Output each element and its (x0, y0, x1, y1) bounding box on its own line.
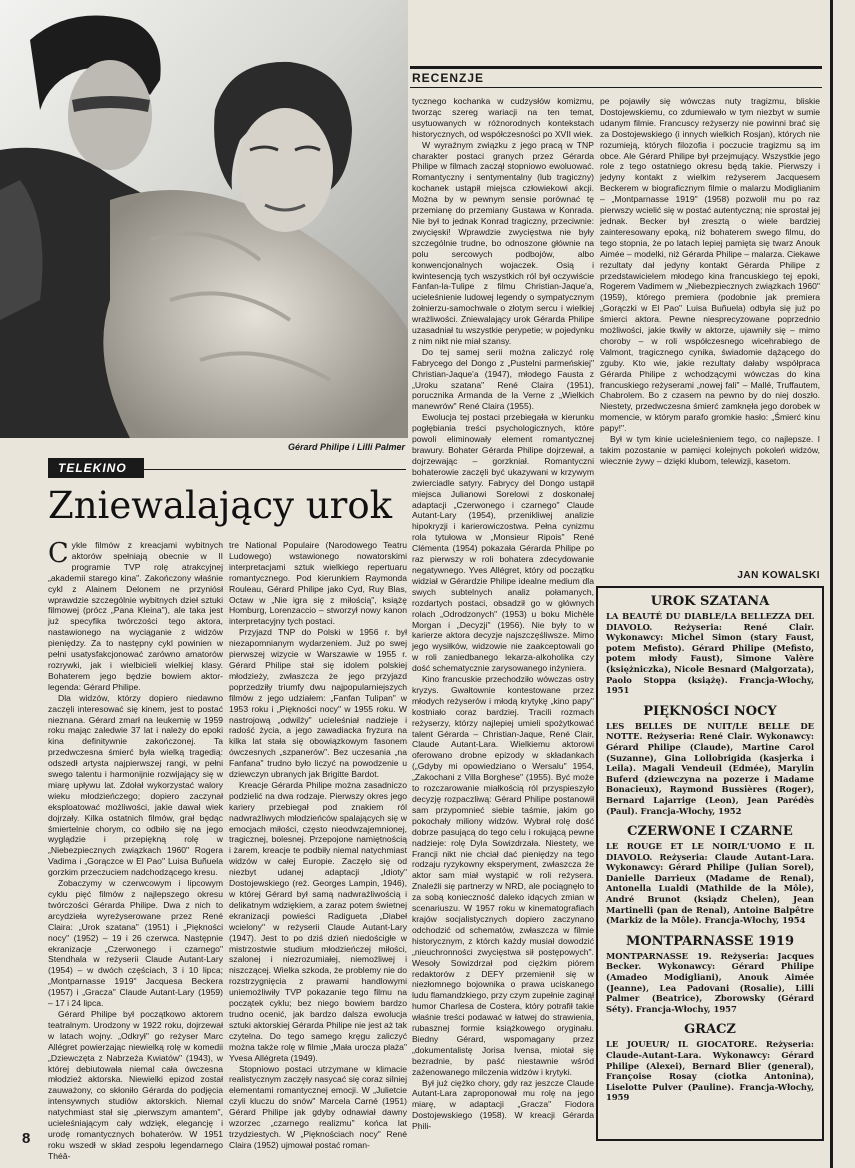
paragraph: pe pojawiły się wówczas nuty tragizmu, bliskie Dostojewskiemu, co zdumiewało w tym niezbyt w sumie udanym filmie. Francuscy reżyserzy nie powinni brać się za Dostojewskiego (i innych wielkich Rosjan), których nie rozumieją, których filozofia i poczucie tragizmu są im obce. Ale Gérard Philipe był przejmujący. Wszystkie jego role z tego ostatniego okresu będą takie. Pierwszy i jedyny kontakt z wielkim reżyserem Jacquesem Beckerem w biograficznym filmie o malarzu Modiglianim – „Montparnasse 1919" (1958) pozwolił mu po raz pierwszy wcielić się w postać autentyczną; nie sprostał jej jednak. Becker był zresztą o wiele bardziej zainteresowany epoką, niż bohaterem swego filmu, do tego stopnia, że po latach lepiej pamięta się twarz Anouk Aimée – modelki, niż Gérarda Philipe – malarza. Ciekawe rezultaty dał jedyny kontakt Gérarda Philipe z przedstawicielem młodego kina francuskiego tej epoki, Rogerem Vadimem w „Niebezpiecznych związkach 1960" (1959), którego premiera (podobnie jak premiera „Gorączki w El Pao" Luisa Buñuela) odbyła się już po śmierci aktora. Pewne niesprecyzowane poprzednio możliwości, jakie tkwiły w aktorze, ujawniły się – mimo choroby – w roli współczesnego wicehrabiego de Valmont, tragicznego cynika, świadomie dążącego do zguby. Kto wie, jakie rezultaty dałaby współpraca Gérarda Philipe z wchodzącymi wówczas do kina francuskiego reżyserami „nowej fali" – Mallé, Truffautem, Chabrolem. Bo z czasem na pewno by do niej doszło. Niestety, przedwczesna śmierć zamknęła jego dorobek w momencie, w którym parafo gromkie hasło: „Śmierć kinu papy!". (600, 96, 820, 434)
paragraph: Do tej samej serii można zaliczyć rolę Fabrycego del Dongo z „Pustelni parmeńskiej" Christian-Jaque'a (1947), młodego Fausta z „Uroku szatana" René Claira (1951), porucznika Armanda de la Verne z „Wielkich manewrów" René Claira (1955). (412, 346, 594, 412)
article-photo (0, 0, 408, 438)
photo-caption: Gérard Philipe i Lilli Palmer (287, 442, 405, 452)
article-column-3 (412, 96, 594, 1146)
film-title: CZERWONE I CZARNE (627, 824, 793, 840)
film-title: UROK SZATANA (650, 594, 770, 609)
page-number: 8 (22, 1130, 31, 1147)
article-column-4 (600, 96, 820, 586)
film-title: PIĘKNOŚCI NOCY (643, 703, 777, 719)
film-credits: MONTPARNASSE 19. Reżyseria: Jacques Becker. Wykonawcy: Gérard Philipe (Amadeo Modigliani), Anouk Aimée (Jeanne), Lea Padovani (Rosalie), Lilli Palmer (Beatrice), Zborowsky (Gérard Séty). Francja-Włochy, 1957 (606, 950, 814, 1014)
paragraph: tycznego kochanka w cudzysłów komizmu, tworząc szereg wariacji na ten temat, usytuowanych w różnorodnych kontekstach historycznych, od współczesności po XVII wiek. (412, 96, 594, 139)
paragraph: Kino francuskie przechodziło wówczas ostry kryzys. Gwałtownie kontestowane przez młodych reżyserów i młodą krytykę „kino papy" kostniało coraz bardziej. Tracili rozmach reżyserzy, którzy najlepiej umieli spożytkować talent Gérarda – Christian-Jaque, René Clair, Claude Autant-Lara. Wielkiemu aktorowi oferowano drobne epizody w składankach („Gdyby mi opowiedziano o Wersalu" 1954, „Zakochani z Villa Borghese" (1955). Być może to rozczarowanie miałkością ról przyspieszyło decyzję rozpaczliwą: Gérard Philipe postanowił sam przypomnieć siebie taśmie, jakim go pokochały miliony widzów. Wybrał rolę dość dobrze pasującą do tego celu i rokującą pewne nadzieje: rolę Dyla Sowizdrzała. Niestety, we Francji nikt nie chciał dać pieniędzy na tego rodzaju ryzykowny eksperyment, zwłaszcza że aktor sam miał wystąpić w roli reżysera. Znaleźli się partnerzy w NRD, ale pociągnęło to za sobą konieczność daleko idących zmian w scenariuszu. W 1957 roku w kinematografiach krajów socjalistycznych dopiero zaczynano odchodzić od schematów, zwłaszcza w filmie historycznym, z którch każdy musiał dowodzić „nieuchronności zwycięstwa sił postępowych". Wesoły Sowizdrzał pod ciężkim piórem redaktorów z DEFY przemienił się w niezłomnego bojownika o prawa uciskanego ludu flamandzkiego, przy czym zupełnie zaginął humor Charlesa de Costera, który potrafił takie właśnie treści podawać w łatwej do strawienia, rubasznej formie książkowego oryginału. Biedny Gérard, wspomagany przez „dokumentalistę Jorisa Ivensa, miotał się bezradnie, by paść niestawnie wśród zażenowanego milczenia widzów i krytyki. (412, 674, 594, 1077)
film-credits: LA BEAUTÉ DU DIABLE/LA BELLEZZA DEL DIAVOLO. Reżyseria: René Clair. Wykonawcy: Michel Simon (stary Faust, potem Mefisto). Gérard Philipe (Mefisto, potem młody Faust), Simone Valère (księżniczka), Nicole Besnard (Małgorzata), Paolo Stoppa (książę). Francja-Włochy, 1951 (606, 611, 814, 696)
paragraph: Zobaczymy w czerwcowym i lipcowym cyklu pięć filmów z najlepszego okresu twórczości Gérarda Philipe. Dwa z nich to arcydzieła wyreżyserowane przez René Claira: „Urok szatana" (1951) i „Piękności nocy" (1952) – 19 i 26 czerwca. Następnie ekranizacje „Czerwonego i czarnego" Stendhala w reżyserii Claude Autant-Lary (1954) – w dwóch częściach, 3 i 10 lipca; „Montparnasse 1919" Jacquesa Beckera (1957) i „Gracza" Claude Autant-Lary (1959) – 17 i 24 lipca. (48, 878, 223, 1009)
paragraph: Był już ciężko chory, gdy raz jeszcze Claude Autant-Lara zaproponował mu rolę na jego miarę, w adaptacji „Gracza" Fiodora Dostojewskiego (1958). W kreacji Gérarda Phili- (412, 1077, 594, 1132)
paragraph: W wyraźnym związku z jego pracą w TNP charakter postaci granych przez Gérarda Philipe w filmach zaczął stopniowo ewoluować. Romantyczny i sentymentalny (lub tragiczny) kochanek ustąpił miejsca człowiekowi akcji. Można by w pewnym sensie porównać tę przemianę do przemiany Gustawa w Konrada. Nie był to jednak Konrad tragiczny, przeciwnie: zwycięski! Wprawdzie zwycięstwa nie były szczególnie trudne, bo odnoszone głównie na polu sercowych podbojów, albo konwencjonalnych wojaczek. Osią i kwintesencją tych wszystkich ról był oczywiście Fanfan-la-Tulipe z filmu Christian-Jaque'a, ucieleśnienie ludowej legendy o sympatycznym żołnierzu-samochwale o złotym sercu i wielkiej wrażliwości. Zniewalający urok Gérarda Philipe uzasadniał tu wszystkie perypetie; w pojedynku z nim nikt nie miał szansy. (412, 139, 594, 346)
film-title: GRACZ (684, 1022, 736, 1038)
paragraph: Kreacje Gérarda Philipe można zasadniczo podzielić na dwa rodzaje. Pierwszy okres jego kariery przebiegał pod znakiem ról nadwrażliwych młodzieńców spalających się w emocjach miłości, często nieodwzajemnionej, tragicznej, bolesnej. Przepojone namiętnością i żarem, kreacje te podbiły niemal natychmiast widzów w całej Europie. Zaczęło się od niezbyt udanej adaptacji „Idioty" Dostojewskiego (reż. Georges Lampin, 1946), w której Gérard był samą nadwrażliwością i delikatnym wdziękiem, a zaraz potem świetnej ekranizacji powieści Radigueta „Diabeł wcielony" w reżyserii Claude Autant-Lary (1947). Jest to po dziś dzień niedościgłe w mistrzostwie studium młodzieńczej miłości, szalonej i niezrozumiałej, niemożliwej i niszczącej. Wielka szkoda, że problemy nie do rozstrzygnięcia z prawami handlowymi uniemożliwiły TVP pokazanie tego filmu na początek cyklu; bez niego bowiem bardzo trudno ocenić, jak bardzo dalsza ewolucja sztuki aktorskiej Gérarda Philipe nie jest aż tak czytelna. Do tego samego kręgu zaliczyć można także rolę w filmie „Mała urocza plaża" Yvesa Allégreta (1949). (229, 779, 407, 1063)
paragraph: Dla widzów, którzy dopiero niedawno zaczęli interesować się kinem, jest to postać nieznana. Gérard zmarł na leukemię w 1959 roku mając zaledwie 37 lat i należy do epoki kina definitywnie zakończonej. Ta przedwczesna śmierć była wielką tragedią: odszedł artysta najpierwszej rangi, w pełni swego talentu i harmonijnie rozwijający się w miarę upływu lat. Zdołał wykorzystać walory wieku młodzieńczego; dopiero zaczynał eksploatować możliwości, jakie dawał wiek dojrzały. Kilka ostatnich filmów, grał będąc śmiertelnie chorym, co odbiło się na jego wyglądzie i przepiękną rolę w „Niebezpiecznych związkach 1960" Rogera Vadima i „Gorączce w El Pao" Luisa Buñuela gorzkim przeczuciem nadchodzącego kresu. (48, 692, 223, 878)
author-signature: JAN KOWALSKI (737, 570, 820, 581)
paragraph: Gérard Philipe był początkowo aktorem teatralnym. Urodzony w 1922 roku, dojrzewał w latach wojny. „Odkrył" go reżyser Marc Allégret powierzając niewielką rolę w komedii „Dziewczęta z Nabrzeża Kwiatów" (1943), w której debiutowała niemal cała ówczesna młodzież aktorska. Niewielki epizod został zauważony, co skłoniło Gérarda do podjęcia intensywnych studiów aktorskich. Niemal natychmiast stał się „pierwszym amantem", ucieleśniającym cały wdzięk, elegancję i urodę romantycznych bohaterów. W 1951 roku wszedł w skład zespołu legendarnego Théâ- (48, 1008, 223, 1161)
paragraph: Ewolucja tej postaci przebiegała w kierunku pogłębiania treści psychologicznych, które powoli eliminowały element romantycznej brawury. Bohater Gérarda Philipe dojrzewał, a dojrzewając – gorzkniał. Romantyczni bohaterowie zaczęli być ukazywani w krzywym zwierciadle satyry. Fabrycy del Dongo ustąpił miejsca Julianowi Sorelowi z doskonałej adaptacji „Czerwonego i czarnego" Claude Autant-Lary (1954), przenikliwej analizie hipokryzji i karierowiczostwa. Pełna cynizmu rola tytułowa w „Monsieur Ripois" René Clémenta (1954) pokazała Gérarda Philipe po raz pierwszy w roli bohatera zdecydowanie negatywnego. Yves Allégret, który od początku widział w Gérardzie Philipe idealne medium dla swych subtelnych analiz połamanych, rozdartych postaci, obsadził go w głównych rolach „Odrodzonych" (1953) u boku Michèle Morgan i „Decyzji" (1956). Nie były to w karierze aktora decyzje najszczęśliwsze. Mimo jego wysiłków, widzowie nie zaakceptowali go w roli zaniedbanego lekarza-alkoholika czy dość schematycznie zarysowanego inżyniera. (412, 412, 594, 674)
article-title: Zniewalający urok (48, 484, 393, 527)
article-column-2 (229, 540, 407, 1150)
paragraph: Stopniowo postaci utrzymane w klimacie realistycznym zaczęły nasycać się coraz silniej elementami romantycznej emocji. W „Julietcie czyli kluczu do snów" Marcela Carné (1951) Gérard Philipe jak gdyby odnawiał dawny wzorzec „czarnego realizmu" końca lat trzydziestych. W „Pięknościach nocy" René Claira (1952) ujmował postać roman- (229, 1063, 407, 1150)
film-entry (606, 594, 814, 696)
film-credits: LE JOUEUR/ IL GIOCATORE. Reżyseria: Claude-Autant-Lara. Wykonawcy: Gérard Philipe (Alexei), Bernard Blier (general), Françoise Rosay (ciotka Antonina), Liselotte Pulver (Pauline). Francja-Włochy, 1959 (606, 1039, 814, 1103)
paragraph: Przyjazd TNP do Polski w 1956 r. był niezapomnianym wydarzeniem. Już po swej pierwszej wizycie w Warszawie w 1955 r. Gérard Philipe stał się idolem polskiej młodzieży, zwłaszcza że jego przyjazd poprzedziły triumfy dwu najpopularniejszych filmów z jego udziałem: „Fanfan Tulipan" w 1953 roku i „Piękności nocy" w 1955 roku. W nastrojową „odwilży" ucieleśniał nadzieje i radość życia, a jego zawadiacka fryzura na kilka lat stała się obowiązkowym fasonem ówczesnych „szpanerów". Bez uczesania „na Fanfana" trudno było liczyć na powodzenie u dziewczyn ubranych jak Brigitte Bardot. (229, 627, 407, 780)
photo-illustration (0, 0, 408, 438)
film-credits: LES BELLES DE NUIT/LE BELLE DE NOTTE. Reżyseria: René Clair. Wykonawcy: Gérard Philipe (Claude), Martine Carol (Suzanne), Gina Lollobrigida (kasjerka i Leila). Magali Vendeuil (Edmée), Marylin Buferd (dziewczyna na pozerze i Madame Bonacieux), Raymond Bussières (Roger), Bernard Lajarrige (Leon), Jean Parédès (Paul). Francja-Włochy, 1952 (606, 720, 814, 816)
film-title: MONTPARNASSE 1919 (625, 933, 795, 949)
film-entry (606, 934, 814, 1015)
film-entry (606, 704, 814, 816)
film-credits: LE ROUGE ET LE NOIR/L'UOMO E IL DIAVOLO. Reżyseria: Claude Autant-Lara. Wykonawcy: Gérard Philipe (Julian Sorel), Danielle Darrieux (Madame de Renal), Antonella Lualdi (Mathilde de la Môle), André Brunot (ksiądz Chelen), Jean Martinelli (pan de Renal), Antoine Balpêtre (Markiz de la Môle). Francja-Włochy, 1954 (606, 841, 814, 926)
rubric-label: TELEKINO (48, 458, 144, 478)
rubric-rule (144, 469, 406, 470)
film-entry (606, 824, 814, 926)
page-edge-rule (830, 0, 833, 1168)
article-column-1 (48, 538, 223, 1161)
drop-cap: C (48, 538, 69, 569)
paragraph: Był w tym kinie ucieleśnieniem tego, co najlepsze. I takim pozostanie w pamięci kolejnych pokoleń widzów, wiecznie żywy – dzięki klubom, telewizji, kasetom. (600, 434, 820, 466)
paragraph: tre National Populaire (Narodowego Teatru Ludowego) wstawionego nowatorskimi interpretacjami sztuk wielkiego repertuaru romantycznego. Pod kierunkiem Raymonda Rouleau, Gérard Philipe jako Cyd, Ruy Blas, Octaw w „Nie igra się z miłością", książę Homburg, Lorenzaccio – stworzył nowy kanon interpretacyjny tych postaci. (229, 540, 407, 627)
filmography-box (596, 586, 824, 1141)
paragraph: Cykle filmów z kreacjami wybitnych aktorów spełniają obecnie w II programie TVP rolę atrakcyjnej „akademii starego kina". Zakończony właśnie cykl z Alainem Delonem ne przyniósł wprawdzie szczególnie wybitnych dzieł sztuki filmowej (prócz „Pana Kleina"), ale taka jest już specyfika twórczości tego aktora, nastawionego na wyciąganie z widzów pieniędzy. Za to następny cykl powinien w pełni usatysfakcjonować zarówno amatorów rozrywki, jak i wielbicieli wielkiej klasy. Bohaterem jego będzie bowiem aktor-legenda: Gérard Philipe. (48, 538, 223, 692)
film-entry (606, 1022, 814, 1103)
section-header: RECENZJE (410, 66, 822, 88)
